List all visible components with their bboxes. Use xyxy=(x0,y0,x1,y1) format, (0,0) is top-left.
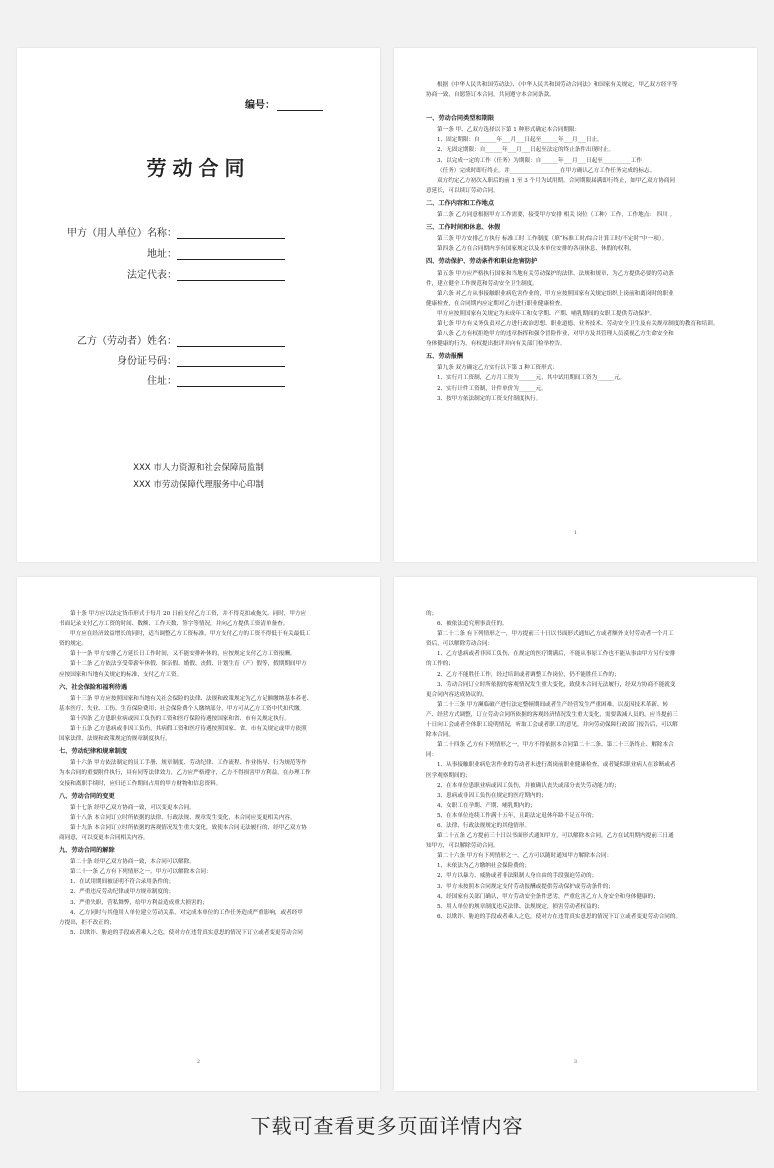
contract-page-3 xyxy=(394,577,757,1091)
clause: 第九条 双方确定乙方实行以下第 3 种工资形式： xyxy=(437,365,558,372)
serial-number-blank xyxy=(277,100,323,111)
clause: 第五条 甲方应严格执行国家和当地有关劳动保护的法律、法规和规章，为乙方提供必要的劳动条 xyxy=(437,270,674,277)
clause-item: 5、在本单位连续工作满十五年，且距法定退休年龄不足五年的； xyxy=(437,812,598,819)
clause: 书面记录支付乙方工资的时间、数额、工作天数、签字等情况，并向乙方提供工资清单备查。 xyxy=(59,621,289,628)
clause-item: 1、固定期限：自______年___月___日起至______年___月___日止。 xyxy=(437,137,603,144)
clause-item: 双方约定乙方初次入职后的前 1 至 3 个月为试用期。合同期限届满即行终止，如甲乙双方协商同 xyxy=(437,177,675,184)
clause-item: （任务）完成时即行终止。并__________________在甲方确认乙方工作任务完成的标志。 xyxy=(437,167,656,174)
clause: 十日向工会或者全体职工说明情况，听取工会或者职工的意见，并向劳动保障行政部门报告后，可以解 xyxy=(426,722,678,729)
clause: 第十五条 乙方患病或非因工负伤，其病假工资和医疗待遇按照国家、省、市有关规定或甲方依照 xyxy=(70,726,307,733)
clause: 同： xyxy=(426,752,438,759)
clause: 交接和离职手续时，应归还工作期间占用的甲方财物和信息资料。 xyxy=(59,780,222,787)
clause: 第八条 乙方有权拒绝甲方的违章指挥和强令冒险作业，对甲方及其管理人员漠视乙方生命安全和 xyxy=(437,331,674,338)
section-heading: 四、劳动保护、劳动条件和职业危害防护 xyxy=(426,258,538,266)
clause-item: 3、劳动合同订立时所依据的客观情况发生重大变化，致使本合同无法履行，经双方协商不能就变 xyxy=(437,681,676,688)
clause: 知甲方，可以解除劳动合同。 xyxy=(426,843,499,850)
supervisor-text: XXX 市人力资源和社会保障局监制 xyxy=(133,463,264,473)
clause: 甲方应按照国家有关规定为未成年工和女学期、产期、哺乳期间的女职工提供劳动保护。 xyxy=(437,310,656,317)
clause-item: 3、严重失职，营私舞弊，给甲方利益造成重大损害的； xyxy=(70,899,208,906)
clause: 第十四条 乙方患职业病或因工负伤的工资和医疗保险待遇按国家和省、市有关规定执行。 xyxy=(70,715,290,722)
clause-item: 4、经国家有关部门确认，甲方劳动安全条件恶劣，严重危害乙方人身安全和身体健康的； xyxy=(437,893,659,900)
clause: 第七条 甲方有义务负责对乙方进行政治思想、职业道德、业务技术、劳动安全卫生及有关规章制度的教育和培训。 xyxy=(437,320,719,327)
clause: 第二十五条 乙方提前三十日以书面形式通知甲方，可以解除本合同。乙方在试用期内提前三日通 xyxy=(437,833,674,840)
clause: 第十条 甲方应以法定货币形式于每月 20 日前支付乙方工资，并不得克扣或拖欠。同时，甲方应 xyxy=(70,611,307,617)
page-number: 2 xyxy=(196,1059,201,1065)
section-heading: 一、劳动合同类型和期限 xyxy=(426,115,495,123)
page-number: 1 xyxy=(573,530,578,536)
clause-item: 1、未依法为乙方缴纳社会保险费的； xyxy=(437,863,531,870)
page-number: 3 xyxy=(573,1059,578,1065)
clause-item: 3、患病或非因工负伤在规定的医疗期内的； xyxy=(437,792,547,799)
clause: 件，建立健全工作规范和劳动安全卫生制度。 xyxy=(426,280,538,287)
clause-item: 2、实行计件工资制，计件单价为______元。 xyxy=(437,385,547,392)
page-1-text xyxy=(426,80,731,404)
paragraph: 协商一致，自愿签订本合同，共同遵守本合同条款。 xyxy=(426,92,555,99)
clause-item: 6、以欺诈、胁迫的手段或者乘人之危，使对方在违背真实意思的情况下订立或者变更劳动合同的。 xyxy=(437,913,682,920)
clause-item: 3、以完成一定的工作（任务）为期限：自______年___月___日起至__________工作 xyxy=(437,157,642,164)
page-3-text xyxy=(426,609,731,922)
printer-text: XXX 市劳动保障代理服务中心印制 xyxy=(133,480,264,490)
clause-item: 的工作的； xyxy=(426,661,454,668)
clause-item: 3、甲方未按照本合同规定支付劳动报酬或提供劳动保护或劳动条件的； xyxy=(437,883,614,890)
party-b-address-field: 住址： xyxy=(17,372,285,387)
clause: 第十一条 甲方安排乙方延长日工作时间，又不能安排补休的，应按规定支付乙方工资报酬。 xyxy=(70,651,296,658)
clause: 为本合同的重要附件执行，具有同等法律效力，乙方应严格遵守，乙方不得损害甲方利益，在办理工作 xyxy=(59,770,311,777)
clause-item: 更合同内容达成协议的。 xyxy=(426,691,488,698)
clause: 第十二条 乙方依法享受带薪年休假、探亲假、婚假、丧假、计划生育（产）假等，假期期间甲方 xyxy=(70,661,307,668)
clause-item: 6、被依法追究刑事责任的。 xyxy=(437,621,508,628)
clause-item: 2、乙方不能胜任工作，经过培训或者调整工作岗位，仍不能胜任工作的； xyxy=(437,671,620,678)
clause: 第一条 甲、乙双方选择以下第 1 种形式确定本合同期限： xyxy=(437,127,581,134)
clause: 第十三条 甲方应按照国家和当地有关社会保险的法律、法规和政策规定为乙方足额缴纳基本养老、 xyxy=(70,695,313,702)
clause: 基本医疗、失业、工伤、生育保险费用；社会保险费个人缴纳部分，甲方可从乙方工资中代扣代缴。 xyxy=(59,705,306,712)
download-more-caption[interactable]: 下载可查看更多页面详情内容 xyxy=(250,1114,524,1138)
clause-item: 2、严重违反劳动纪律或甲方规章制度的； xyxy=(70,889,175,896)
section-heading: 七、劳动纪律和规章制度 xyxy=(59,748,128,756)
clause: 第二十条 经甲乙双方协商一致，本合同可以解除。 xyxy=(70,859,195,866)
clause-item: 1、在试用期间被证明不符合录用条件的； xyxy=(70,879,175,886)
clause: 资后，可以解除劳动合同： xyxy=(426,641,494,648)
clause: 除本合同。 xyxy=(426,732,454,739)
clause: 健康检查，在合同期内应定期对乙方进行职业健康检查。 xyxy=(426,300,566,307)
clause: 身体健康的行为，有权提出批评并向有关部门检举控告。 xyxy=(426,341,566,348)
section-heading: 三、工作时间和休息、休假 xyxy=(426,224,501,232)
clause: 第四条 乙方在合同期内享有国家规定以及本单位安排的各项休息、休假的权利。 xyxy=(437,246,635,253)
clause-item: 1、乙方患病或者非因工负伤，在规定的医疗期满后，不能从事原工作也不能从事由甲方另行安排 xyxy=(437,651,676,658)
clause-item: 1、实行月工资制，乙方月工资为______元，其中试用期间工资为______元。 xyxy=(437,375,626,382)
party-b-name-field: 乙方（劳动者）姓名： xyxy=(17,332,285,347)
clause: 第二条 乙方同意根据甲方工作需要，接受甲方安排 相关 岗位（工种）工作，工作地点： 四川 。 xyxy=(437,212,676,219)
clause: 第二十六条 甲方有下列情形之一，乙方可以随时通知甲方解除本合同： xyxy=(437,853,613,860)
section-heading: 二、工作内容和工作地点 xyxy=(426,199,495,207)
clause: 甲方应在经济效益增长的同时，适当调整乙方工资标准，甲方支付乙方的工资不得低于有关最低工 xyxy=(70,631,311,638)
clause: 第二十二条 有下列情形之一，甲方提前三十日以书面形式通知乙方或者额外支付劳动者一个月工 xyxy=(437,631,674,638)
clause-item: 3、按甲方依法制定的工资支付制度执行。 xyxy=(437,395,542,402)
party-a-name-field: 甲方（用人单位）名称： xyxy=(17,224,285,239)
clause: 第十九条 本合同订立时所依据的客观情况发生重大变化，致使本合同无法履行的，经甲乙双方协 xyxy=(70,824,307,831)
clause: 第三条 甲方安排乙方执行 标准工时 工作制度（填“标准工时/综合计算工时/不定时”中一项）。 xyxy=(437,236,668,243)
clause: 第十七条 经甲乙双方协商一致，可以变更本合同。 xyxy=(70,804,195,811)
cover-page xyxy=(17,48,380,562)
clause: 第二十一条 乙方有下列情形之一，甲方可以解除本合同： xyxy=(70,869,212,876)
clause-item: 2、无固定期限：自______年___月___日起至法定的终止条件出现时止。 xyxy=(437,147,614,154)
page-2-text xyxy=(59,609,356,938)
clause-item: 5、用人单位的规章制度违反法律、法规规定，损害劳动者权益的； xyxy=(437,903,603,910)
clause-item: 意延长，可以续订劳动合同。 xyxy=(426,187,499,194)
party-a-address-field: 地址： xyxy=(17,245,285,260)
contract-page-1 xyxy=(394,48,757,562)
clause-item: 医学观察期间的； xyxy=(426,772,471,779)
clause: 第二十四条 乙方有下列情形之一，甲方不得依据本合同第二十二条、第二十三条终止、解除本合 xyxy=(437,742,674,749)
serial-number-field xyxy=(245,96,323,111)
clause: 第十六条 甲方依法制定的员工手册、规章制度、劳动纪律、工作流程、作业指导、行为规范等作 xyxy=(70,760,307,767)
clause: 国家法律、法规和政策规定的规章制度执行。 xyxy=(59,736,171,743)
party-b-id-field: 身份证号码： xyxy=(17,352,285,367)
clause-item: 2、在本单位患职业病或因工负伤，并被确认丧失或部分丧失劳动能力的； xyxy=(437,782,620,789)
clause-item: 2、甲方以暴力、威胁或者非法限制人身自由的手段强迫劳动的； xyxy=(437,873,598,880)
clause: 商同意，可以变更本合同相关内容。 xyxy=(59,834,149,841)
clause: 应按国家和当地有关规定的标准，支付乙方工资。 xyxy=(59,671,183,678)
paragraph: 根据《中华人民共和国劳动法》、《中华人民共和国劳动合同法》和国家有关规定，甲乙双方经平等 xyxy=(437,82,678,88)
contract-page-2 xyxy=(17,577,380,1091)
clause: 第二十三条 甲方濒临破产进行法定整顿期间或者生产经营发生严重困难，以及因技术革新、转 xyxy=(437,701,669,708)
clause-item: 4、乙方同时与其他用人单位建立劳动关系，对完成本单位的工作任务造成严重影响，或者经甲 xyxy=(70,909,303,916)
section-heading: 八、劳动合同的变更 xyxy=(59,792,115,800)
clause-item: 的； xyxy=(426,611,438,617)
party-a-legal-rep-field: 法定代表： xyxy=(17,266,285,281)
clause: 资的规定。 xyxy=(59,641,87,648)
clause-item: 6、法律、行政法规规定的其他情形。 xyxy=(437,822,531,829)
clause-item: 5、以欺诈、胁迫的手段或者乘人之危，使对方在违背真实意思的情况下订立或者变更劳动合同 xyxy=(70,929,303,936)
clause: 产、经营方式调整，订立劳动合同所依据的客观经济情况发生重大变化，需要裁减人员的，应当提前三 xyxy=(426,711,678,718)
section-heading: 九、劳动合同的解除 xyxy=(59,847,115,855)
serial-number-label: 编号： xyxy=(245,100,275,111)
clause-item: 1、从事接触职业病危害作业的劳动者未进行离岗前职业健康检查，或者疑似职业病人在诊断或者 xyxy=(437,762,676,769)
section-heading: 六、社会保险和福利待遇 xyxy=(59,683,128,691)
document-title: 劳动合同 xyxy=(146,156,251,180)
clause: 第十八条 本合同订立时所依据的法律、行政法规、规章发生变化，本合同应变更相关内容。 xyxy=(70,814,296,821)
section-heading: 五、劳动报酬 xyxy=(426,353,464,361)
clause-item: 方提出，拒不改正的； xyxy=(59,919,115,926)
clause: 第六条 对乙方从事接触职业病危害作业的，甲方应按照国家有关规定组织上岗前和离岗时的职业 xyxy=(437,290,674,297)
clause-item: 4、女职工在孕期、产期、哺乳期内的； xyxy=(437,802,536,809)
